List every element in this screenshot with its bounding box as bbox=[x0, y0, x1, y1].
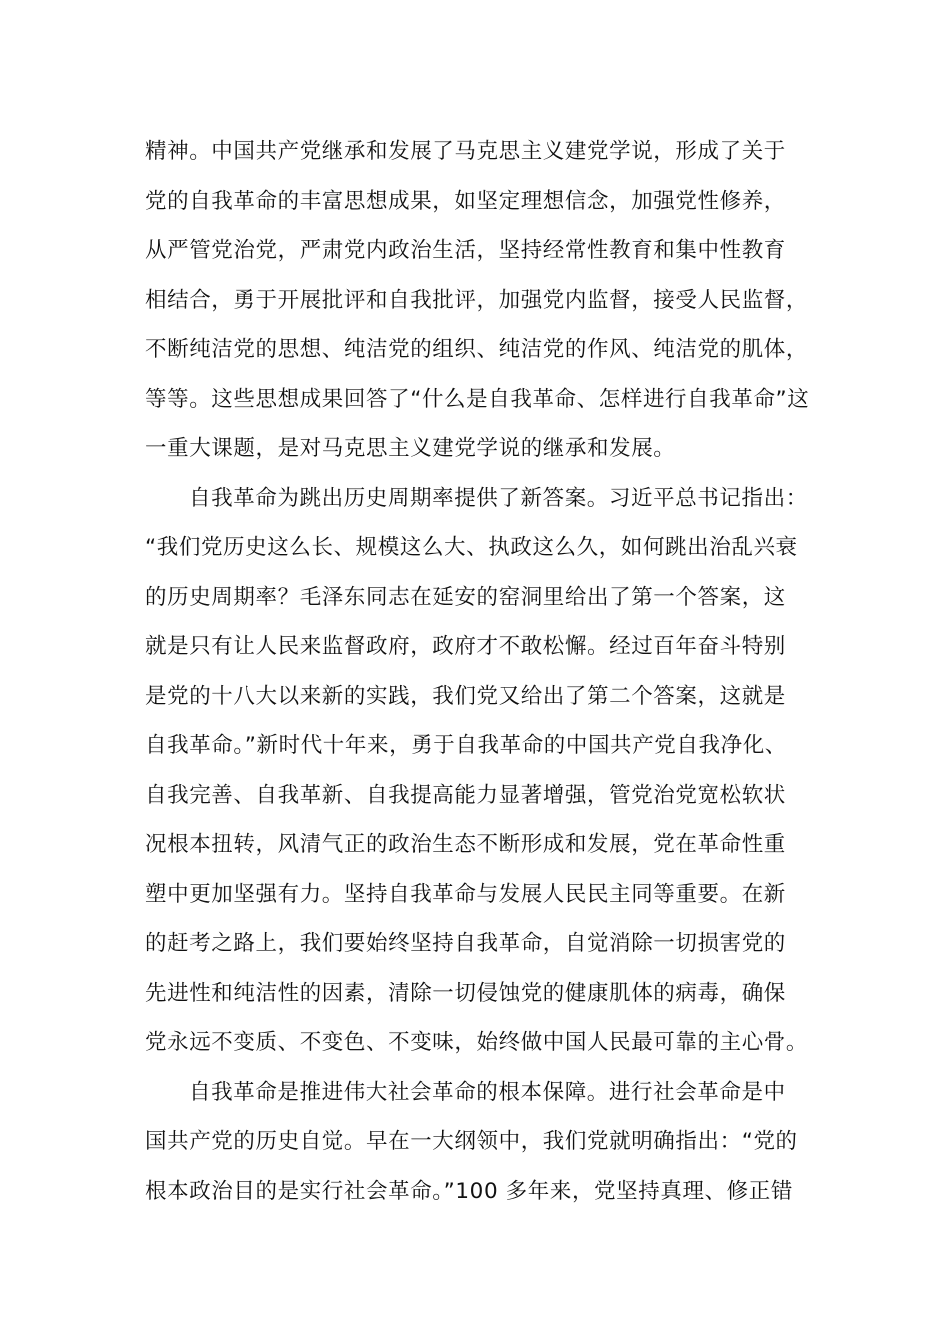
text-line: 精神。中国共产党继承和发展了马克思主义建党学说，形成了关于 bbox=[145, 139, 786, 164]
text-line: 的历史周期率？毛泽东同志在延安的窑洞里给出了第一个答案，这 bbox=[145, 584, 786, 610]
text-line: 不断纯洁党的思想、纯洁党的组织、纯洁党的作风、纯洁党的肌体， bbox=[145, 337, 809, 362]
text-line: 自我完善、自我革新、自我提高能力显著增强，管党治党宽松软状 bbox=[145, 782, 786, 808]
body-text bbox=[145, 127, 835, 1216]
text-line: 一重大课题，是对马克思主义建党学说的继承和发展。 bbox=[145, 436, 676, 461]
text-line: 根本政治目的是实行社会革命。”100 多年来，党坚持真理、修正错 bbox=[145, 1178, 793, 1204]
text-line: 党永远不变质、不变色、不变味，始终做中国人民最可靠的主心骨。 bbox=[145, 1030, 809, 1055]
text-line: 相结合，勇于开展批评和自我批评，加强党内监督，接受人民监督， bbox=[145, 287, 809, 313]
text-line: 况根本扭转，风清气正的政治生态不断形成和发展，党在革命性重 bbox=[145, 832, 786, 857]
text-line: 从严管党治党，严肃党内政治生活，坚持经常性教育和集中性教育 bbox=[145, 238, 786, 263]
paragraph-start-line: 自我革命是推进伟大社会革命的根本保障。进行社会革命是中 bbox=[189, 1079, 786, 1105]
text-line: 是党的十八大以来新的实践，我们党又给出了第二个答案，这就是 bbox=[145, 683, 786, 709]
text-line: 自我革命。”新时代十年来，勇于自我革命的中国共产党自我净化、 bbox=[145, 733, 787, 758]
text-line: 的赶考之路上，我们要始终坚持自我革命，自觉消除一切损害党的 bbox=[145, 931, 786, 956]
text-line: “我们党历史这么长、规模这么大、执政这么久，如何跳出治乱兴衰 bbox=[145, 535, 798, 560]
text-line: 党的自我革命的丰富思想成果，如坚定理想信念，加强党性修养， bbox=[145, 188, 786, 214]
paragraph-start-line: 自我革命为跳出历史周期率提供了新答案。习近平总书记指出： bbox=[189, 485, 808, 511]
text-line: 国共产党的历史自觉。早在一大纲领中，我们党就明确指出：“党的 bbox=[145, 1129, 798, 1154]
text-line: 就是只有让人民来监督政府，政府才不敢松懈。经过百年奋斗特别 bbox=[145, 634, 786, 659]
text-line: 先进性和纯洁性的因素，清除一切侵蚀党的健康肌体的病毒，确保 bbox=[145, 980, 786, 1006]
text-line: 塑中更加坚强有力。坚持自我革命与发展人民民主同等重要。在新 bbox=[145, 881, 786, 907]
text-line: 等等。这些思想成果回答了“什么是自我革命、怎样进行自我革命”这 bbox=[145, 386, 810, 412]
